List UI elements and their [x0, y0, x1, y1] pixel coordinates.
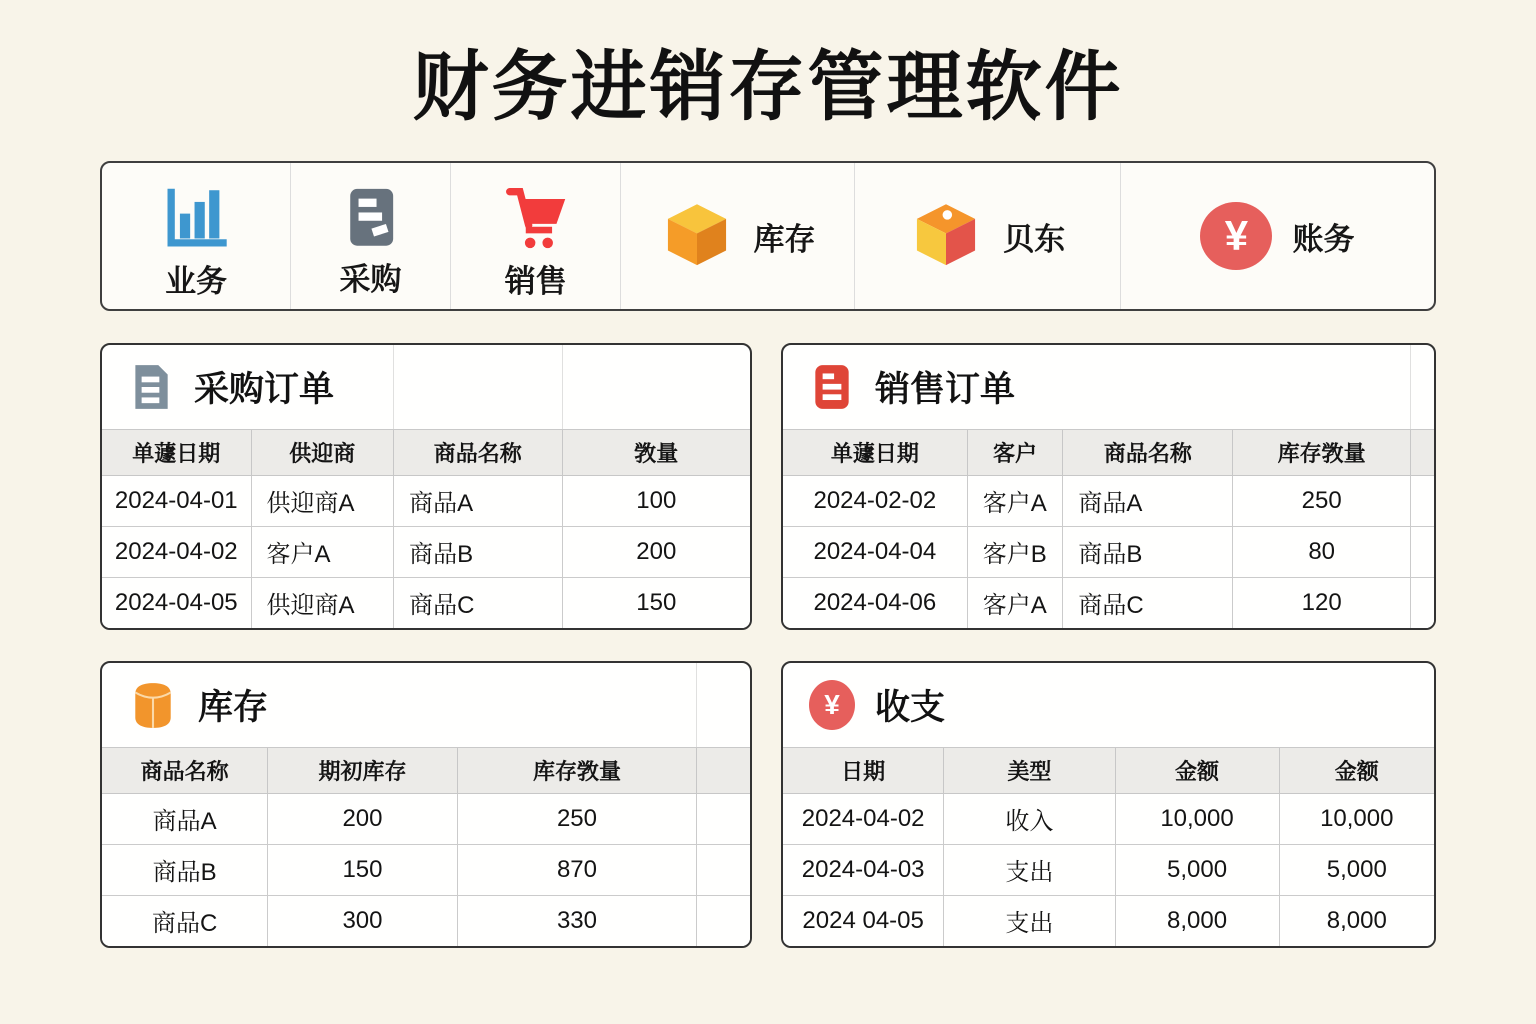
- toolbar-label: 贝东: [1003, 221, 1066, 257]
- table-cell: 商品B: [394, 526, 562, 577]
- table-cell: 2024-04-03: [783, 844, 944, 895]
- document-gray-icon: [128, 362, 174, 412]
- table-cell: 300: [268, 895, 457, 946]
- table-cell: 200: [562, 526, 750, 577]
- table-cell: 2024-04-02: [783, 793, 944, 844]
- column-header: 库存敩量: [1233, 429, 1411, 475]
- table-cell: 5,000: [1279, 844, 1434, 895]
- table-cell: 商品B: [102, 844, 268, 895]
- table-cell: 8,000: [1279, 895, 1434, 946]
- yen-circle-icon: ¥: [1200, 202, 1272, 270]
- document-icon: [335, 182, 407, 254]
- toolbar-item-inventory[interactable]: [621, 163, 854, 309]
- spacer-cell: [394, 345, 562, 429]
- column-header: 商品名称: [102, 747, 268, 793]
- table-cell: 8,000: [1115, 895, 1279, 946]
- column-header: 客户: [967, 429, 1063, 475]
- spacer-cell: [1411, 475, 1434, 526]
- cart-icon: [498, 180, 574, 256]
- column-header: 供迎商: [251, 429, 394, 475]
- bar-chart-icon: [158, 180, 234, 256]
- spacer-cell: [697, 895, 750, 946]
- table-row: [783, 844, 1434, 895]
- column-header: 库存敩量: [457, 747, 697, 793]
- toolbar-label: 账务: [1292, 221, 1355, 257]
- table-cell: 2024-04-01: [102, 475, 251, 526]
- purchase-orders-table: [102, 345, 750, 628]
- table-cell: 200: [268, 793, 457, 844]
- table-cell: 2024-02-02: [783, 475, 967, 526]
- toolbar-label: 库存: [753, 221, 816, 257]
- table-cell: 供迎商A: [251, 475, 394, 526]
- table-cell: 100: [562, 475, 750, 526]
- table-cell: 供迎商A: [251, 577, 394, 628]
- panels-grid: [100, 343, 1436, 948]
- table-cell: 330: [457, 895, 697, 946]
- document-red-icon: [809, 362, 855, 412]
- table-cell: 250: [457, 793, 697, 844]
- panel-title: 收支: [875, 687, 946, 727]
- sales-orders-panel: [781, 343, 1436, 630]
- cube-orange-icon: [660, 199, 734, 273]
- table-cell: 5,000: [1115, 844, 1279, 895]
- purchase-orders-panel: [100, 343, 752, 630]
- column-header: 商品名称: [394, 429, 562, 475]
- spacer-cell: [1411, 577, 1434, 628]
- column-header: 日期: [783, 747, 944, 793]
- table-cell: 支出: [944, 844, 1115, 895]
- table-row: [102, 475, 750, 526]
- spacer-cell: [1411, 429, 1434, 475]
- table-row: [783, 526, 1434, 577]
- toolbar-item-business[interactable]: [102, 163, 291, 309]
- spacer-cell: [1411, 526, 1434, 577]
- table-row: [102, 793, 750, 844]
- table-cell: 客户A: [967, 475, 1063, 526]
- table-cell: 商品B: [1063, 526, 1233, 577]
- box-orange-icon: [128, 680, 178, 730]
- column-header: 单蘧日期: [102, 429, 251, 475]
- table-cell: 支出: [944, 895, 1115, 946]
- inventory-panel: [100, 661, 752, 948]
- page-title: 财务进销存管理软件: [412, 45, 1124, 130]
- table-row: [783, 793, 1434, 844]
- spacer-cell: [697, 663, 750, 747]
- spacer-cell: [697, 844, 750, 895]
- table-cell: 10,000: [1115, 793, 1279, 844]
- column-header: 敩量: [562, 429, 750, 475]
- table-cell: 客户B: [967, 526, 1063, 577]
- toolbar-item-accounts[interactable]: [855, 163, 1121, 309]
- spacer-cell: [697, 793, 750, 844]
- table-cell: 2024 04-05: [783, 895, 944, 946]
- table-cell: 120: [1233, 577, 1411, 628]
- table-cell: 客户A: [967, 577, 1063, 628]
- table-row: [783, 577, 1434, 628]
- spacer-cell: [697, 747, 750, 793]
- column-header: 商品名称: [1063, 429, 1233, 475]
- cashflow-panel: [781, 661, 1436, 948]
- cube-red-yellow-icon: [909, 199, 983, 273]
- table-cell: 2024-04-02: [102, 526, 251, 577]
- spacer-cell: [562, 345, 750, 429]
- column-header: 期初库存: [268, 747, 457, 793]
- column-header: 金额: [1115, 747, 1279, 793]
- table-cell: 商品C: [1063, 577, 1233, 628]
- toolbar-item-sales[interactable]: [451, 163, 621, 309]
- table-row: [102, 844, 750, 895]
- toolbar-label: 采购: [339, 261, 402, 297]
- table-cell: 80: [1233, 526, 1411, 577]
- table-cell: 150: [562, 577, 750, 628]
- table-row: [783, 895, 1434, 946]
- toolbar: [100, 161, 1436, 311]
- panel-title: 销售订单: [875, 369, 1016, 409]
- toolbar-item-purchase[interactable]: [291, 163, 451, 309]
- table-row: [102, 577, 750, 628]
- column-header: 单蘧日期: [783, 429, 967, 475]
- toolbar-label: 销售: [504, 263, 567, 299]
- sales-orders-table: [783, 345, 1434, 628]
- table-row: [783, 475, 1434, 526]
- table-cell: 商品C: [394, 577, 562, 628]
- column-header: 美型: [944, 747, 1115, 793]
- toolbar-item-finance[interactable]: [1121, 163, 1434, 309]
- table-cell: 商品C: [102, 895, 268, 946]
- table-cell: 商品A: [1063, 475, 1233, 526]
- table-cell: 2024-04-04: [783, 526, 967, 577]
- table-cell: 250: [1233, 475, 1411, 526]
- toolbar-label: 业务: [165, 263, 228, 299]
- table-row: [102, 895, 750, 946]
- cashflow-table: [783, 663, 1434, 946]
- yen-circle-icon: ¥: [809, 680, 855, 730]
- table-cell: 2024-04-05: [102, 577, 251, 628]
- table-cell: 商品A: [102, 793, 268, 844]
- column-header: 金额: [1279, 747, 1434, 793]
- table-cell: 2024-04-06: [783, 577, 967, 628]
- table-cell: 客户A: [251, 526, 394, 577]
- table-cell: 收入: [944, 793, 1115, 844]
- table-cell: 870: [457, 844, 697, 895]
- table-cell: 10,000: [1279, 793, 1434, 844]
- inventory-table: [102, 663, 750, 946]
- table-cell: 150: [268, 844, 457, 895]
- panel-title: 采购订单: [194, 369, 335, 409]
- spacer-cell: [1411, 345, 1434, 429]
- table-cell: 商品A: [394, 475, 562, 526]
- table-row: [102, 526, 750, 577]
- panel-title: 库存: [198, 687, 269, 727]
